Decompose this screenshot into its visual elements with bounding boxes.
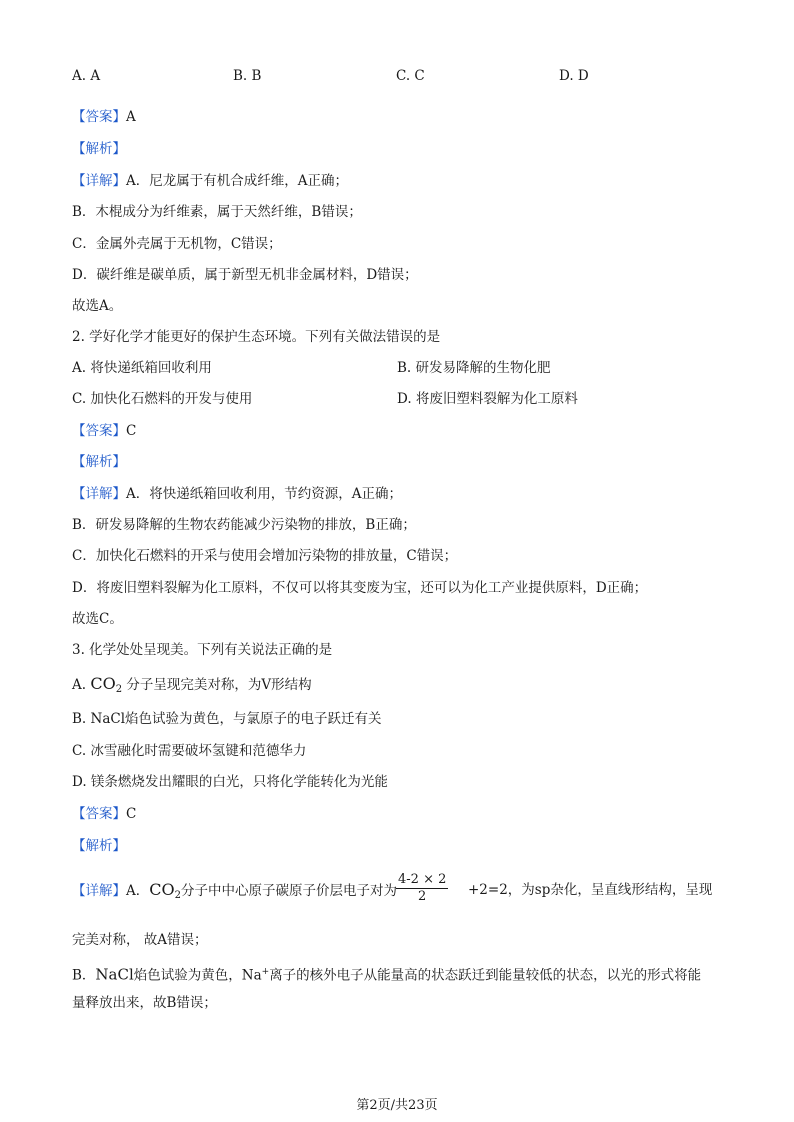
q3-detail-line: 量释放出来，故B错误； (72, 995, 217, 1011)
q3-detail-line: B．NaCl焰色试验为黄色，Na+离子的核外电子从能量高的状态跃迁到能量较低的状态，以光的形式将能 (72, 965, 702, 984)
q2-stem: 2. 学好化学才能更好的保护生态环境。下列有关做法错误的是 (72, 329, 441, 345)
q1-detail-line (72, 171, 348, 191)
detail-text: A．将快递纸箱回收利用，节约资源，A正确； (126, 486, 402, 502)
q1-answer (72, 107, 136, 127)
q3-option-c: C. 冰雪融化时需要破坏氢键和范德华力 (72, 743, 307, 759)
detail-tag: 【详解】 (72, 883, 126, 899)
answer-tag: 【答案】 (72, 806, 126, 822)
q1-detail-line: D．碳纤维是碳单质，属于新型无机非金属材料，D错误； (72, 267, 418, 283)
detail-tag: 【详解】 (72, 173, 126, 189)
q2-option-b: B. 研发易降解的生物化肥 (397, 360, 551, 376)
q2-detail-line: B．研发易降解的生物农药能减少污染物的排放，B正确； (72, 517, 416, 533)
answer-tag: 【答案】 (72, 423, 126, 439)
q2-option-a: A. 将快递纸箱回收利用 (72, 360, 212, 376)
q1-analysis-tag: 【解析】 (72, 141, 126, 157)
option-label: A. (72, 677, 87, 693)
answer-value: C (126, 423, 137, 439)
detail-text: A．尼龙属于有机合成纤维，A正确； (126, 173, 348, 189)
q3-answer (72, 804, 136, 824)
q3-option-a (72, 674, 312, 700)
q1-option-d: D. D (559, 68, 589, 84)
co2-formula: $CO_2$ (90, 674, 123, 695)
q1-option-c: C. C (396, 68, 425, 84)
q3-analysis-tag: 【解析】 (72, 838, 126, 854)
q1-option-b: B. B (233, 68, 262, 84)
answer-value: A (126, 109, 136, 125)
co2-formula: $CO_2$ (149, 880, 181, 901)
q2-option-d: D. 将废旧塑料裂解为化工原料 (397, 391, 578, 407)
q1-option-a: A. A (72, 68, 101, 84)
q3-detail-line: 完美对称， 故A错误； (72, 932, 208, 948)
q2-option-c: C. 加快化石燃料的开发与使用 (72, 391, 253, 407)
q2-conclusion: 故选C。 (72, 611, 123, 627)
q2-detail-line (72, 484, 402, 504)
q1-detail-line: C．金属外壳属于无机物，C错误； (72, 236, 282, 252)
page-number: 第2页/共23页 (356, 1098, 438, 1113)
answer-tag: 【答案】 (72, 109, 126, 125)
q3-detail-line-tail: +2=2，为sp杂化，呈直线形结构，呈现 (468, 882, 713, 898)
option-text: 分子呈现完美对称，为V形结构 (126, 677, 312, 693)
q3-option-b: B. NaCl焰色试验为黄色，与氯原子的电子跃迁有关 (72, 711, 382, 727)
fraction-numerator: 4-2 × 2 (398, 872, 447, 887)
q2-detail-line: C．加快化石燃料的开采与使用会增加污染物的排放量，C错误； (72, 548, 458, 564)
q1-detail-line: B．木棍成分为纤维素，属于天然纤维，B错误； (72, 204, 362, 220)
q3-stem: 3. 化学处处呈现美。下列有关说法正确的是 (72, 642, 333, 658)
q3-option-d: D. 镁条燃烧发出耀眼的白光，只将化学能转化为光能 (72, 774, 388, 790)
q2-detail-line: D．将废旧塑料裂解为化工原料，不仅可以将其变废为宝，还可以为化工产业提供原料，D正确； (72, 580, 648, 596)
q3-detail-line: 【详解】A．$CO_2$分子中中心原子碳原子价层电子对为 (72, 880, 397, 901)
answer-value: C (126, 806, 137, 822)
fraction-denominator: 2 (418, 889, 427, 904)
valence-electron-fraction (396, 872, 448, 905)
q1-conclusion: 故选A。 (72, 298, 123, 314)
detail-tag: 【详解】 (72, 486, 126, 502)
q2-answer (72, 421, 136, 441)
q2-analysis-tag: 【解析】 (72, 454, 126, 470)
